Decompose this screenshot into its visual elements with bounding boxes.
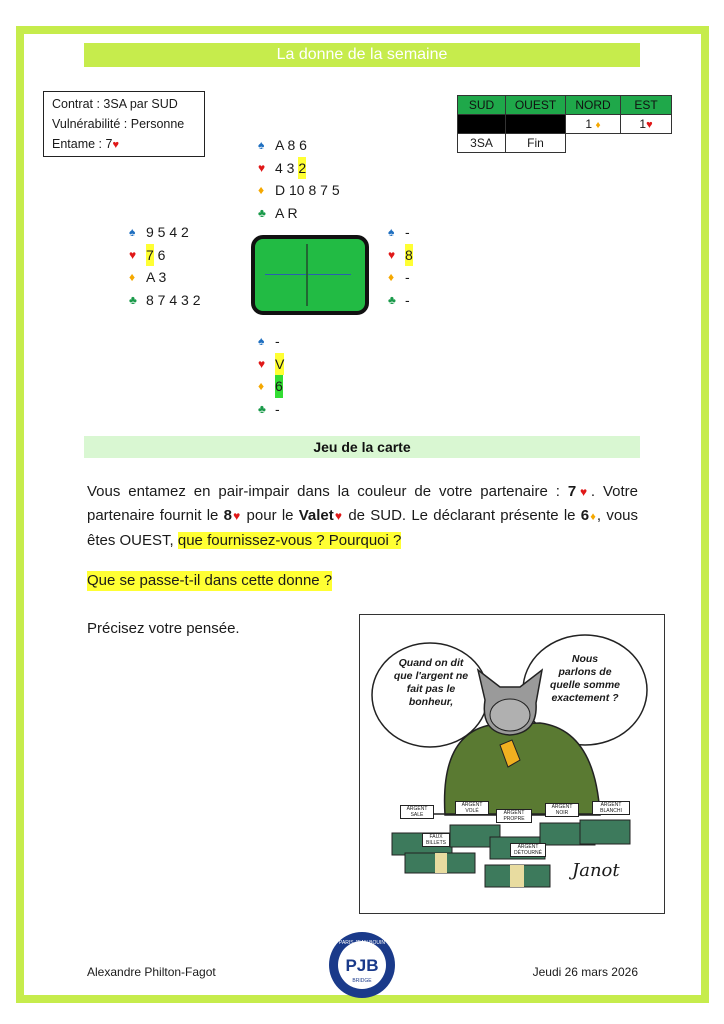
played-card: 6 (275, 375, 283, 398)
west-hand (129, 221, 201, 311)
text: pour le (241, 507, 299, 524)
logo-ring: PARIS JEAN BOUIN (338, 940, 386, 946)
heart-icon: ♥ (258, 160, 266, 175)
club-logo (327, 930, 397, 1000)
auction-cell-empty (458, 115, 506, 134)
bubble-line: bonheur, (408, 696, 454, 708)
cards: - (405, 269, 410, 285)
cards: - (405, 224, 410, 240)
speech-bubble-right (540, 653, 630, 705)
diamond-icon: ♦ (589, 511, 597, 523)
cards: 9 5 4 2 (146, 224, 189, 240)
header-sud: SUD (458, 96, 506, 115)
spade-icon: ♠ (258, 138, 265, 152)
played-card: 2 (298, 157, 306, 180)
north-hand (258, 134, 340, 224)
east-clubs (388, 289, 413, 312)
cards: A R (275, 204, 298, 221)
bubble-line: Nous (571, 653, 599, 665)
cartoon-image (359, 614, 665, 914)
auction-cell-blank (566, 134, 621, 153)
auction-row (458, 115, 672, 134)
cards: - (275, 333, 280, 349)
diamond-icon: ♦ (258, 183, 265, 197)
diamond-icon: ♦ (258, 379, 265, 393)
bubble-line: exactement ? (551, 692, 619, 704)
auction-cell-blank (621, 134, 672, 153)
text: , vous êtes OUEST, (87, 507, 639, 549)
table-divider-horizontal (265, 274, 351, 275)
header-nord: NORD (566, 96, 621, 115)
west-diamonds (129, 266, 201, 289)
heart-icon: ♥ (646, 119, 653, 131)
cards: - (275, 400, 280, 417)
played-card: 8 (405, 244, 413, 267)
money-label: ARGENT VOLÉ (455, 801, 489, 815)
contract-line: Contrat : 3SA par SUD (52, 97, 178, 111)
auction-cell-ouest: Fin (506, 134, 566, 153)
auction-header-row (458, 96, 672, 115)
bubble-line: parlons de (558, 666, 612, 678)
heart-icon: ♥ (129, 247, 137, 262)
club-icon: ♣ (388, 292, 396, 307)
north-clubs (258, 202, 340, 225)
date: Jeudi 26 mars 2026 (532, 965, 638, 979)
bid-level: 1 (585, 117, 593, 131)
money-label: ARGENT PROPRE (496, 809, 532, 823)
south-diamonds (258, 375, 284, 398)
cards: 4 3 (275, 159, 299, 176)
cards: A 8 6 (275, 137, 307, 153)
bubble-line: Quand on dit (398, 657, 464, 669)
money-label: ARGENT DÉTOURNÉ (510, 843, 546, 857)
spade-icon: ♠ (129, 225, 136, 239)
east-spades (388, 221, 413, 244)
table-divider-vertical (306, 244, 308, 306)
lead-text: Entame : 7 (52, 137, 113, 151)
heart-icon: ♥ (576, 485, 591, 499)
logo-sub: BRIDGE (352, 978, 372, 984)
auction-row (458, 134, 672, 153)
north-hearts (258, 157, 340, 180)
cards: - (405, 291, 410, 308)
header-est: EST (621, 96, 672, 115)
lead-line (52, 134, 204, 155)
auction-cell-sud: 3SA (458, 134, 506, 153)
auction-cell-est (621, 115, 672, 134)
east-diamonds (388, 266, 413, 289)
played-card: 7 (146, 244, 154, 267)
auction-cell-empty (506, 115, 566, 134)
author-name: Alexandre Philton-Fagot (87, 965, 216, 979)
bubble-line: que l'argent ne (393, 670, 469, 682)
cards: A 3 (146, 269, 167, 285)
east-hand (388, 221, 413, 311)
heart-icon: ♥ (112, 139, 119, 151)
logo-letters: PJB (345, 956, 379, 975)
card: 8 (223, 507, 232, 524)
west-clubs (129, 289, 201, 312)
south-clubs (258, 398, 284, 421)
played-card: V (275, 353, 284, 376)
money-label: ARGENT SALE (400, 805, 434, 819)
north-spades (258, 134, 340, 157)
bubble-line: quelle somme (549, 679, 621, 691)
text: Vous entamez en pair-impair dans la couleur de votre partenaire : (87, 483, 568, 500)
text: . Votre partenaire fournit le (87, 483, 639, 524)
card: 7 (567, 483, 577, 500)
cards: 8 7 4 3 2 (146, 291, 201, 308)
spade-icon: ♠ (388, 225, 395, 239)
heart-icon: ♥ (258, 356, 266, 371)
question-text: Précisez votre pensée. (87, 620, 240, 637)
money-label: ARGENT NOIR (545, 803, 579, 817)
diamond-icon: ♦ (388, 270, 395, 284)
bridge-table (251, 235, 369, 315)
south-hearts (258, 353, 284, 376)
south-hand (258, 330, 284, 420)
north-diamonds (258, 179, 340, 202)
spade-icon: ♠ (258, 334, 265, 348)
diamond-icon: ♦ (595, 120, 601, 131)
bubble-line: fait pas le (406, 683, 456, 695)
speech-bubble-left (390, 657, 472, 709)
contract-box (43, 91, 205, 157)
auction-table (457, 95, 672, 153)
west-hearts (129, 244, 201, 267)
auction-cell-nord (566, 115, 621, 134)
header-ouest: OUEST (506, 96, 566, 115)
vulnerability-line: Vulnérabilité : Personne (52, 117, 185, 131)
cards: 6 (153, 246, 166, 263)
heart-icon: ♥ (388, 247, 396, 262)
page-title: La donne de la semaine (84, 43, 640, 67)
section-title: Jeu de la carte (84, 436, 640, 458)
bid-level: 1 (639, 117, 647, 131)
question-highlight: Que se passe-t-il dans cette donne ? (87, 572, 333, 589)
money-label: FAUX BILLETS (422, 833, 450, 847)
heart-icon: ♥ (232, 509, 242, 523)
club-icon: ♣ (258, 401, 266, 416)
artist-signature: Janot (572, 860, 620, 881)
west-spades (129, 221, 201, 244)
club-icon: ♣ (129, 292, 137, 307)
highlighted-question: que fournissez-vous ? Pourquoi ? (177, 532, 402, 549)
club-icon: ♣ (258, 205, 266, 220)
money-label: ARGENT BLANCHI (592, 801, 630, 815)
problem-paragraph (87, 480, 638, 553)
heart-icon: ♥ (333, 509, 344, 523)
cards: D 10 8 7 5 (275, 182, 340, 198)
card: Valet (298, 507, 334, 524)
pjb-logo-icon (327, 930, 397, 1000)
diamond-icon: ♦ (129, 270, 136, 284)
card: 6 (580, 507, 590, 524)
south-spades (258, 330, 284, 353)
text: de SUD. Le déclarant présente le (343, 507, 581, 524)
east-hearts (388, 244, 413, 267)
